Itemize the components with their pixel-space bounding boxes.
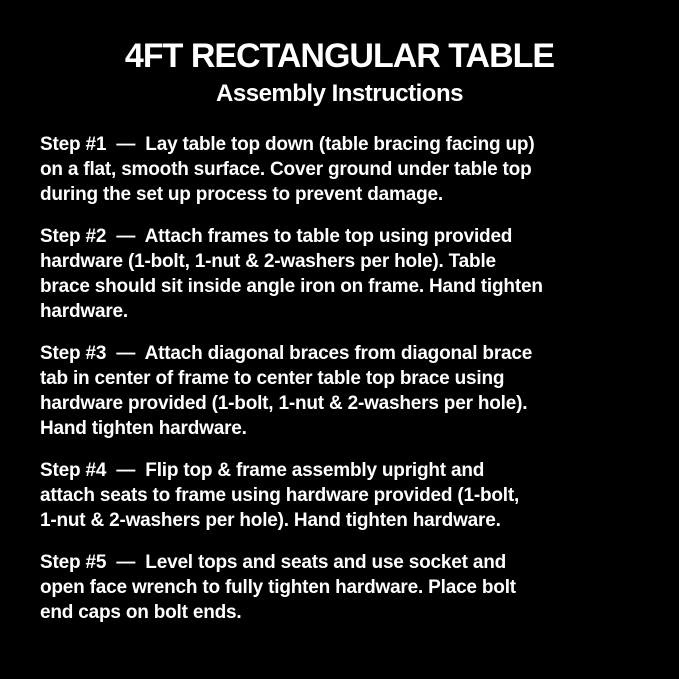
- step-line: Step #3 — Attach diagonal braces from diagonal brace: [40, 343, 533, 364]
- page-title: 4FT RECTANGULAR TABLE: [124, 37, 555, 75]
- step-line: Hand tighten hardware.: [40, 418, 247, 439]
- step-line: end caps on bolt ends.: [40, 602, 242, 623]
- steps-list: [0, 132, 679, 625]
- step-line: on a flat, smooth surface. Cover ground under table top: [40, 159, 532, 180]
- page-subtitle: Assembly Instructions: [216, 80, 463, 107]
- step-4: [40, 458, 653, 533]
- step-line: hardware provided (1-bolt, 1-nut & 2-washers per hole).: [40, 393, 528, 414]
- step-line: tab in center of frame to center table top brace using: [40, 368, 505, 389]
- step-5: [40, 550, 653, 625]
- step-line: Step #5 — Level tops and seats and use socket and: [40, 552, 507, 573]
- step-line: attach seats to frame using hardware provided (1-bolt,: [40, 485, 520, 506]
- step-line: hardware.: [40, 301, 128, 322]
- step-1: [40, 132, 653, 207]
- step-line: Step #4 — Flip top & frame assembly upright and: [40, 460, 485, 481]
- step-line: brace should sit inside angle iron on frame. Hand tighten: [40, 276, 543, 297]
- step-line: Step #1 — Lay table top down (table bracing facing up): [40, 134, 535, 155]
- step-line: hardware (1-bolt, 1-nut & 2-washers per hole). Table: [40, 251, 496, 272]
- step-3: [40, 341, 653, 441]
- step-line: open face wrench to fully tighten hardware. Place bolt: [40, 577, 516, 598]
- step-line: Step #2 — Attach frames to table top using provided: [40, 226, 513, 247]
- step-line: during the set up process to prevent damage.: [40, 184, 443, 205]
- step-2: [40, 224, 653, 324]
- header: [0, 36, 679, 108]
- step-line: 1-nut & 2-washers per hole). Hand tighten hardware.: [40, 510, 501, 531]
